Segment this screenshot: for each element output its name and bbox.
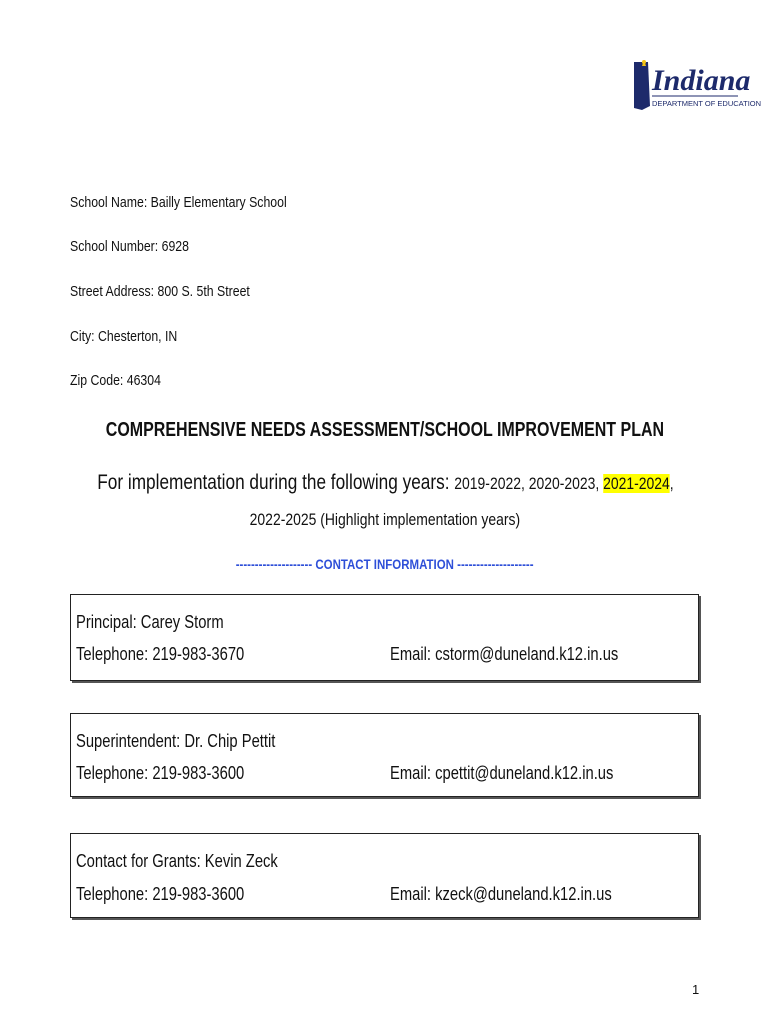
implementation-years-line2: 2022-2025 (Highlight implementation years) xyxy=(249,510,521,529)
page-number: 1 xyxy=(692,982,700,997)
contact-information-header: -------------------- CONTACT INFORMATION -------------------- xyxy=(236,556,534,572)
superintendent-email: Email: cpettit@duneland.k12.in.us xyxy=(390,763,614,783)
grants-contact-name: Contact for Grants: Kevin Zeck xyxy=(76,851,278,871)
grants-contact-phone: Telephone: 219-983-3600 xyxy=(76,884,245,904)
page-title: COMPREHENSIVE NEEDS ASSESSMENT/SCHOOL IMPROVEMENT PLAN xyxy=(105,419,665,441)
principal-contact-box xyxy=(70,594,699,681)
street-address: Street Address: 800 S. 5th Street xyxy=(70,283,250,300)
grants-contact-box xyxy=(70,833,699,918)
years-list: 2019-2022, 2020-2023, xyxy=(453,474,603,493)
superintendent-contact-box xyxy=(70,713,699,797)
principal-phone: Telephone: 219-983-3670 xyxy=(76,644,245,664)
implementation-years: For implementation during the following years: 2019-2022, 2020-2023, 2021-2024, xyxy=(96,471,674,494)
school-number: School Number: 6928 xyxy=(70,238,189,255)
state-outline-icon xyxy=(634,62,650,110)
city: City: Chesterton, IN xyxy=(70,328,178,345)
principal-name: Principal: Carey Storm xyxy=(76,612,224,632)
logo-text: Indiana xyxy=(652,64,751,97)
grants-contact-email: Email: kzeck@duneland.k12.in.us xyxy=(390,884,612,904)
highlighted-year: 2021-2024 xyxy=(602,474,670,493)
school-name: School Name: Bailly Elementary School xyxy=(70,194,287,211)
principal-email: Email: cstorm@duneland.k12.in.us xyxy=(390,644,619,664)
superintendent-name: Superintendent: Dr. Chip Pettit xyxy=(76,731,276,751)
years-lead: For implementation during the following years: xyxy=(96,471,454,494)
logo-subtext: DEPARTMENT OF EDUCATION xyxy=(652,99,762,108)
indiana-doe-logo xyxy=(628,56,762,114)
zip-code: Zip Code: 46304 xyxy=(70,372,161,389)
superintendent-phone: Telephone: 219-983-3600 xyxy=(76,763,245,783)
